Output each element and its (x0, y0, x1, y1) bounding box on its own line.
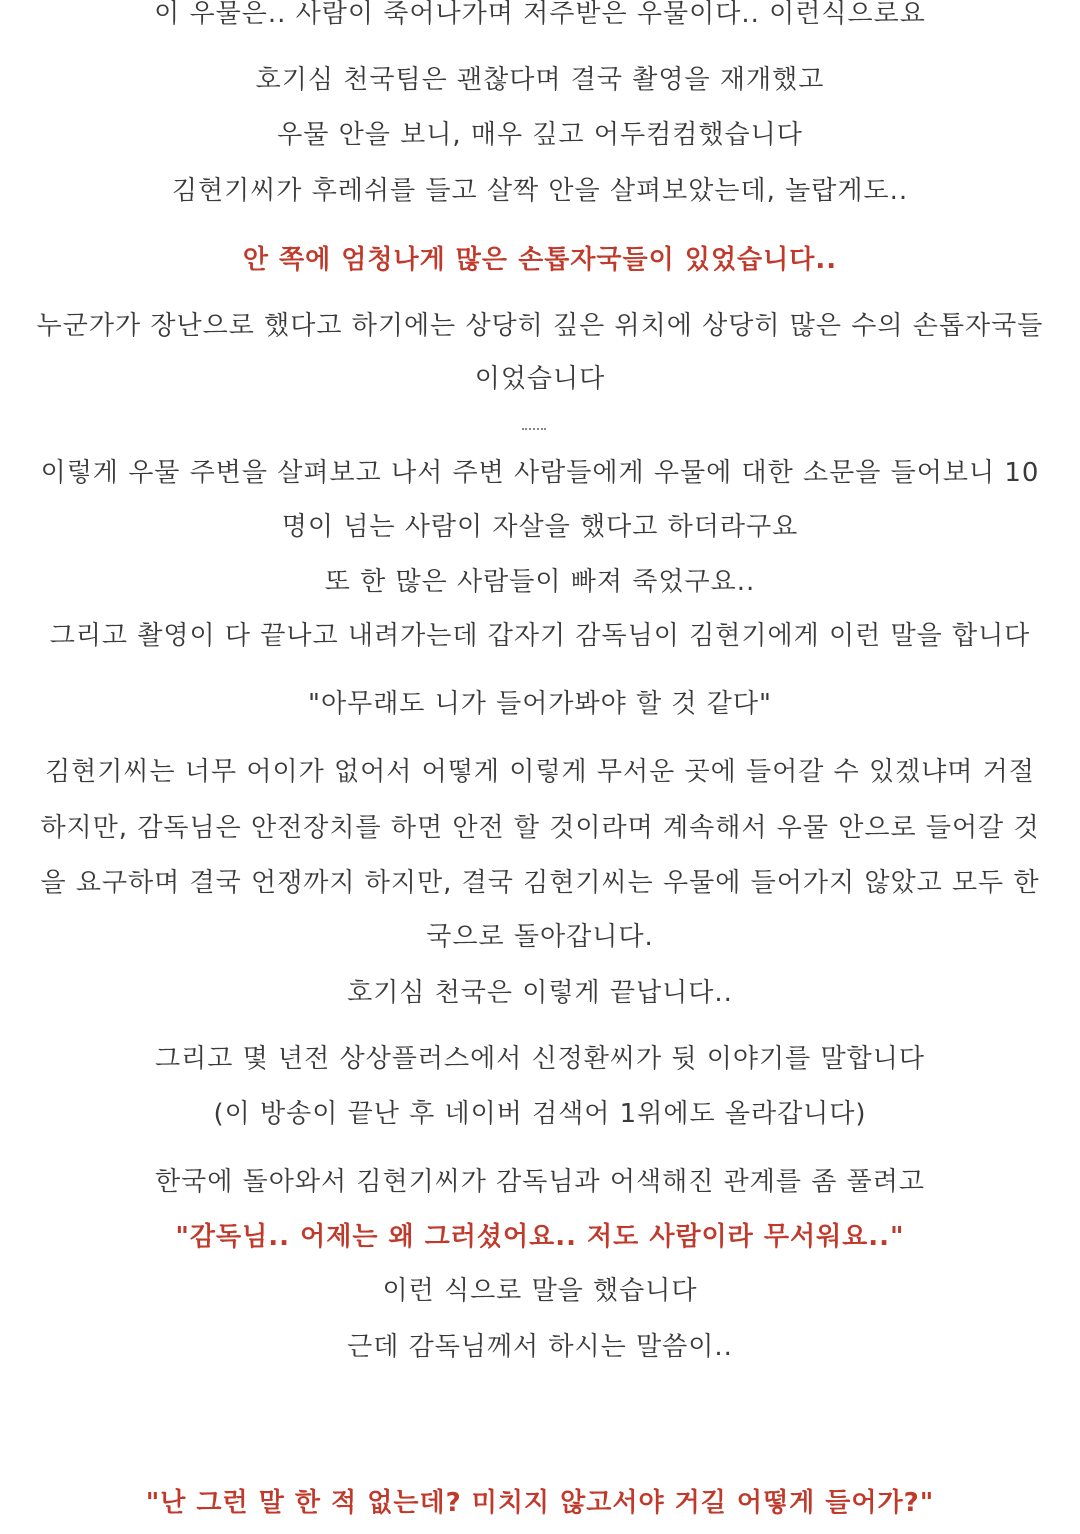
text-line: 호기심 천국팀은 괜찮다며 결국 촬영을 재개했고 (255, 65, 825, 95)
text-line: 이렇게 우물 주변을 살펴보고 나서 주변 사람들에게 우물에 대한 소문을 들어보니 10 (40, 458, 1040, 488)
text-line: 하지만, 감독님은 안전장치를 하면 안전 할 것이라며 계속해서 우물 안으로 들어갈 것 (40, 813, 1040, 843)
text-line: 이 우물은.. 사람이 죽어나가며 저주받은 우물이다.. 이런식으로요 (154, 0, 926, 29)
text-line: 호기심 천국은 이렇게 끝납니다.. (347, 978, 733, 1008)
highlighted-quote-line: "난 그런 말 한 적 없는데? 미치지 않고서야 거길 어떻게 들어가?" (145, 1488, 935, 1518)
text-line: 국으로 돌아갑니다. (426, 922, 654, 952)
text-line: 누군가가 장난으로 했다고 하기에는 상당히 깊은 위치에 상당히 많은 수의 손톱자국들 (36, 311, 1044, 341)
quote-line: "아무래도 니가 들어가봐야 할 것 같다" (308, 689, 772, 719)
text-line: 이런 식으로 말을 했습니다 (382, 1276, 698, 1306)
text-line: 김현기씨는 너무 어이가 없어서 어떻게 이렇게 무서운 곳에 들어갈 수 있겠냐며 거절 (45, 757, 1035, 787)
text-line: 그리고 몇 년전 상상플러스에서 신정환씨가 뒷 이야기를 말합니다 (155, 1044, 925, 1074)
highlighted-quote-line: "감독님.. 어제는 왜 그러셨어요.. 저도 사람이라 무서워요.." (175, 1222, 905, 1252)
ellipsis-divider (522, 428, 546, 434)
text-line: 명이 넘는 사람이 자살을 했다고 하더라구요 (281, 512, 799, 542)
text-line: 한국에 돌아와서 김현기씨가 감독님과 어색해진 관계를 좀 풀려고 (155, 1167, 925, 1197)
text-line: 그리고 촬영이 다 끝나고 내려가는데 갑자기 감독님이 김현기에게 이런 말을 합니다 (49, 621, 1031, 651)
text-line: 우물 안을 보니, 매우 깊고 어두컴컴했습니다 (277, 120, 803, 150)
text-line: (이 방송이 끝난 후 네이버 검색어 1위에도 올라갑니다) (213, 1099, 867, 1129)
text-line: 을 요구하며 결국 언쟁까지 하지만, 결국 김현기씨는 우물에 들어가지 않았고 모두 한 (40, 868, 1040, 898)
text-line: 또 한 많은 사람들이 빠져 죽었구요.. (324, 567, 756, 597)
text-line: 이었습니다 (474, 364, 606, 394)
text-line: 김현기씨가 후레쉬를 들고 살짝 안을 살펴보았는데, 놀랍게도.. (171, 176, 909, 206)
highlighted-text-line: 안 쪽에 엄청나게 많은 손톱자국들이 있었습니다.. (242, 245, 838, 275)
text-line: 근데 감독님께서 하시는 말씀이.. (347, 1332, 733, 1362)
